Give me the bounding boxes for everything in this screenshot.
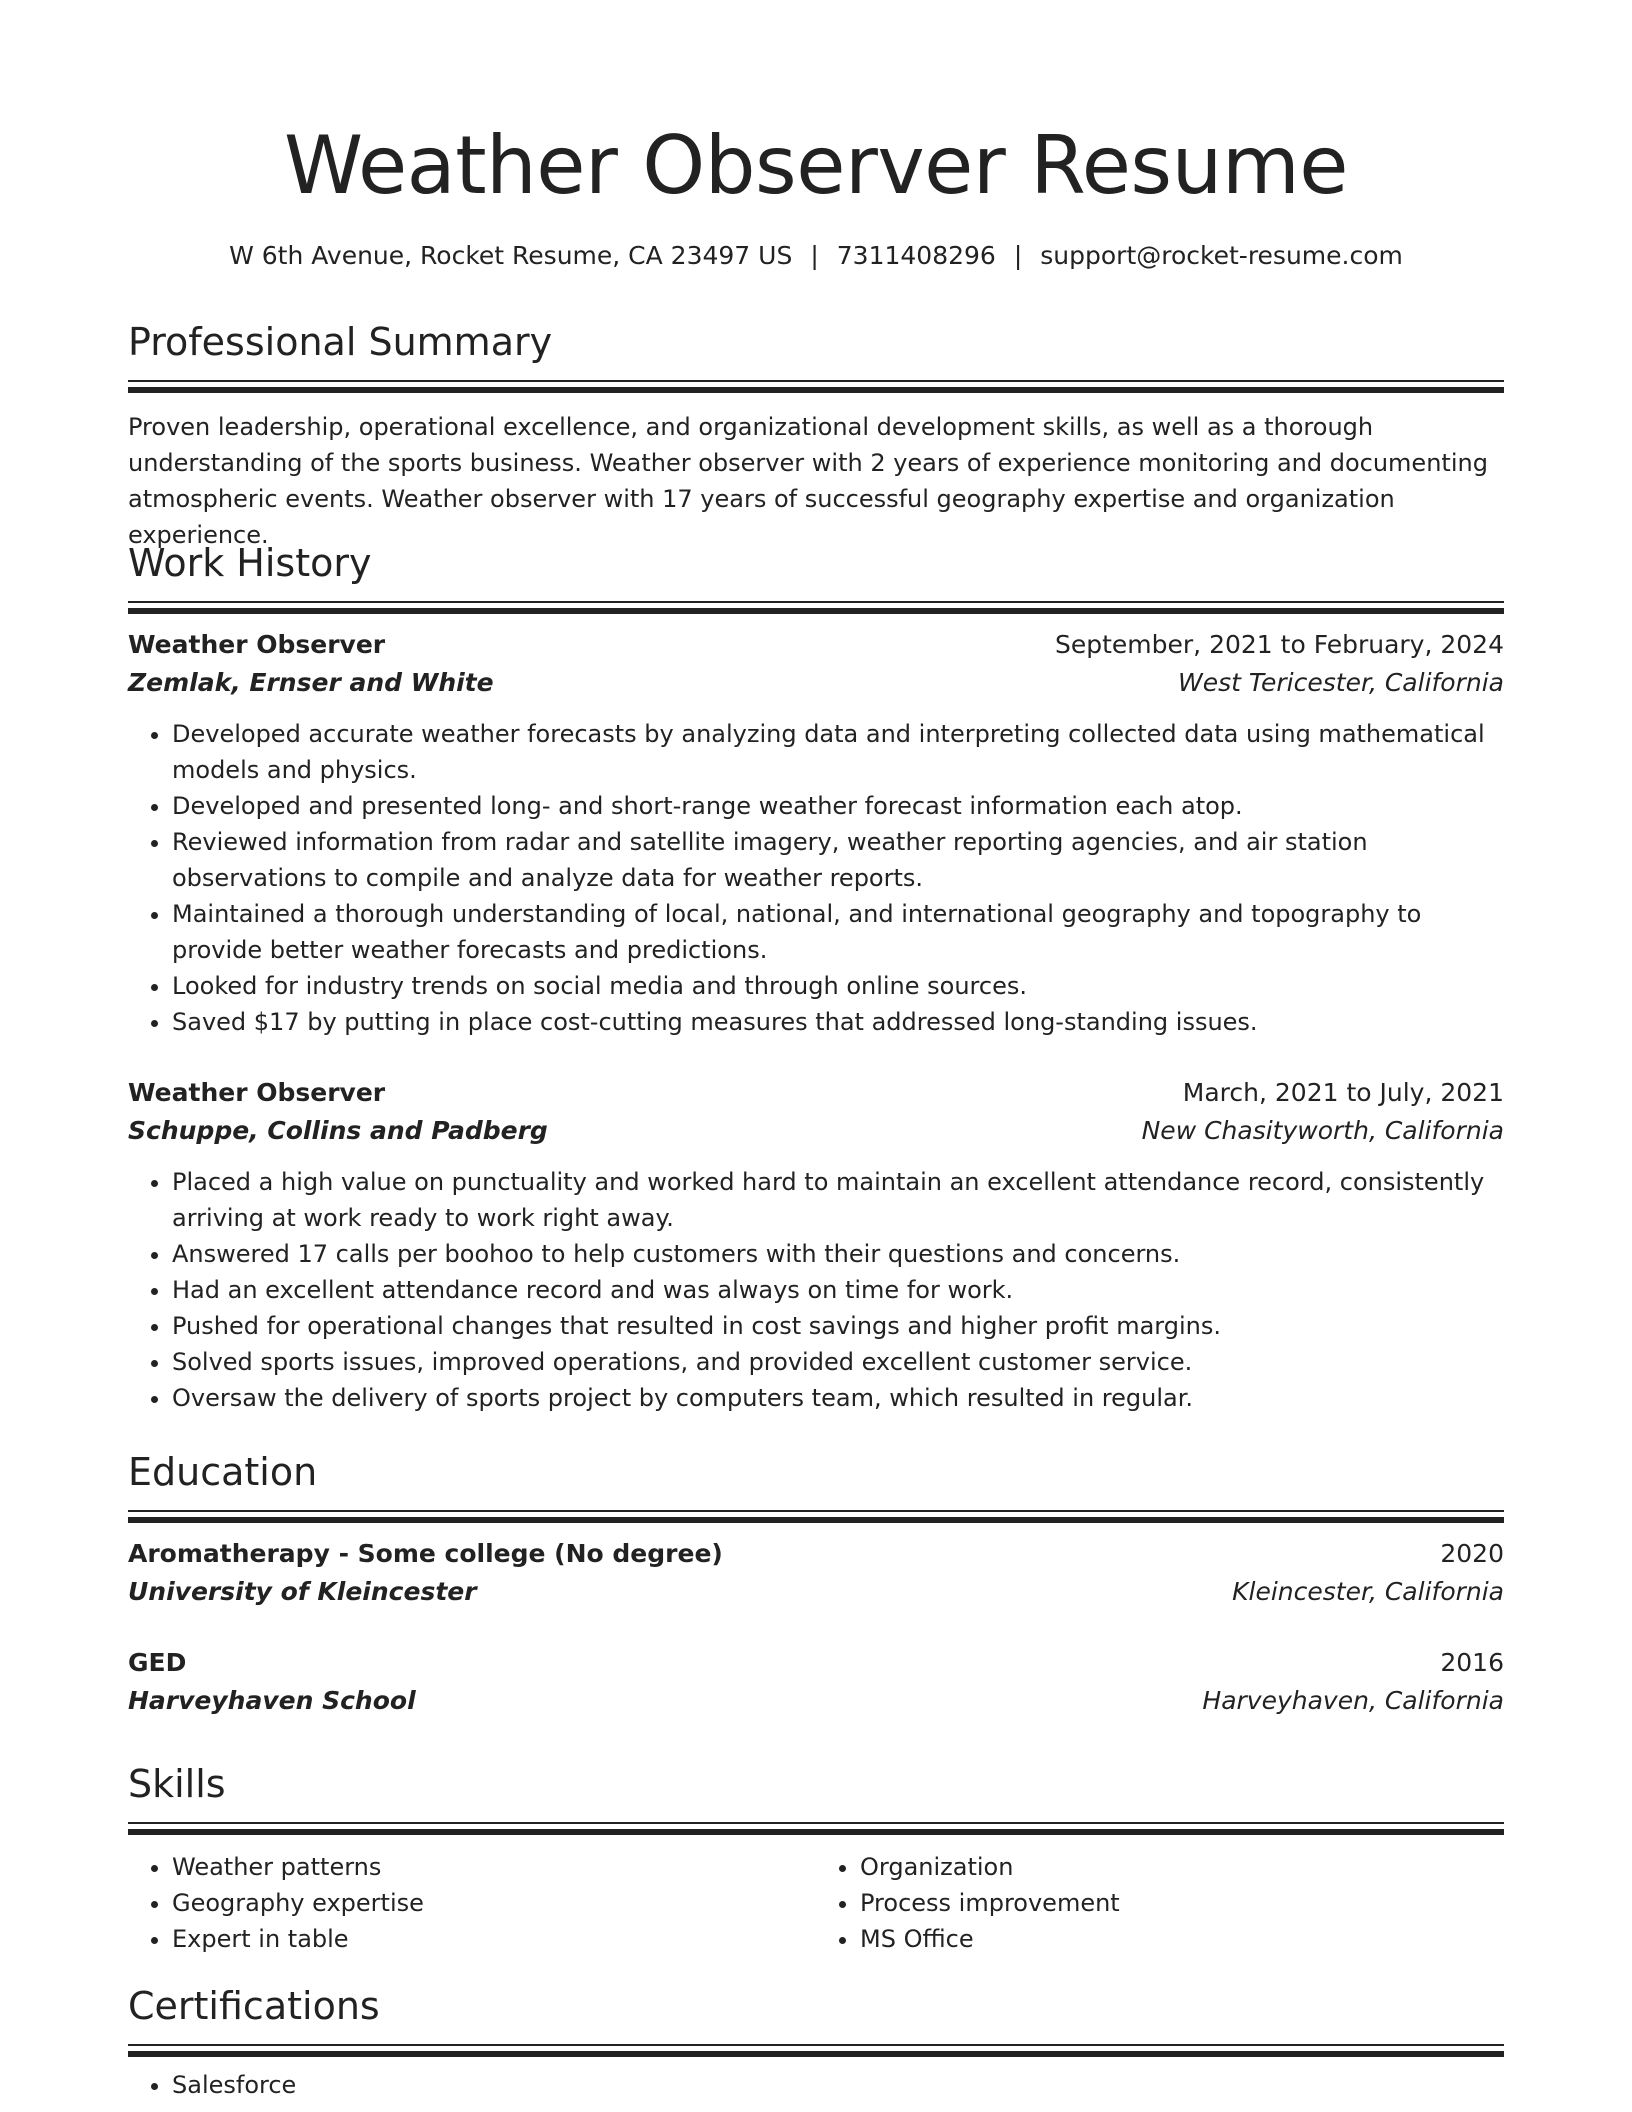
list-item: • Solved sports issues, improved operations, and provided excellent customer service. xyxy=(172,1344,1504,1380)
job-entry xyxy=(128,1074,1504,1416)
education-location: Kleincester, California xyxy=(1232,1577,1504,1606)
list-item: • Developed and presented long- and short-range weather forecast information each atop. xyxy=(172,788,1504,824)
list-item: • Answered 17 calls per boohoo to help customers with their questions and concerns. xyxy=(172,1236,1504,1272)
list-item: • Saved $17 by putting in place cost-cutting measures that addressed long-standing issues. xyxy=(172,1004,1504,1040)
job-dates: September, 2021 to February, 2024 xyxy=(1055,630,1504,659)
job-company: Zemlak, Ernser and White xyxy=(128,668,494,697)
summary-text: Proven leadership, operational excellence, and organizational development skills, as well as a thorough understanding of the sports business. Weather observer with 2 years of experience monitoring and documenting atmospheric events. Weather observer with 17 years of successful geography expertise and organization experience. xyxy=(128,413,1488,549)
skill-item: • MS Office xyxy=(860,1921,1504,1957)
contact-phone: 7311408296 xyxy=(836,241,996,270)
list-item: • Pushed for operational changes that resulted in cost savings and higher profit margins. xyxy=(172,1308,1504,1344)
section-divider xyxy=(128,380,1504,382)
section-divider xyxy=(128,1517,1504,1523)
section-heading-certifications: Certifications xyxy=(128,1984,380,2028)
education-year: 2020 xyxy=(1440,1539,1504,1568)
skill-item: • Weather patterns xyxy=(172,1849,816,1885)
education-degree: GED xyxy=(128,1648,187,1677)
job-title: Weather Observer xyxy=(128,630,386,659)
section-divider xyxy=(128,601,1504,603)
education-entry xyxy=(128,1644,1504,1720)
education-degree: Aromatherapy - Some college (No degree) xyxy=(128,1539,723,1568)
section-divider xyxy=(128,1510,1504,1512)
education-entry xyxy=(128,1535,1504,1611)
list-item: • Oversaw the delivery of sports project by computers team, which resulted in regular. xyxy=(172,1380,1504,1416)
summary-section xyxy=(128,318,1504,553)
contact-address: W 6th Avenue, Rocket Resume, CA 23497 US xyxy=(229,241,793,270)
skills-list-left xyxy=(128,1849,816,1957)
job-duties-list xyxy=(128,716,1504,1040)
job-location: New Chasityworth, California xyxy=(1141,1116,1504,1145)
section-divider xyxy=(128,387,1504,393)
section-heading-summary: Professional Summary xyxy=(128,320,553,364)
education-section xyxy=(128,1448,1504,1523)
certifications-list xyxy=(128,2067,1504,2103)
skill-item: • Organization xyxy=(860,1849,1504,1885)
list-item: • Reviewed information from radar and satellite imagery, weather reporting agencies, and air station observations to compile and analyze data for weather reports. xyxy=(172,824,1504,896)
section-heading-education: Education xyxy=(128,1450,318,1494)
contact-email: support@rocket-resume.com xyxy=(1040,241,1403,270)
contact-separator: | xyxy=(1013,241,1023,270)
work-section xyxy=(128,539,1504,614)
certification-item: • Salesforce xyxy=(172,2067,1504,2103)
skill-item: • Process improvement xyxy=(860,1885,1504,1921)
section-divider xyxy=(128,608,1504,614)
list-item: • Maintained a thorough understanding of local, national, and international geography and topography to provide better weather forecasts and predictions. xyxy=(172,896,1504,968)
job-company: Schuppe, Collins and Padberg xyxy=(128,1116,548,1145)
section-divider xyxy=(128,2051,1504,2057)
education-school: University of Kleincester xyxy=(128,1577,477,1606)
job-entry xyxy=(128,626,1504,1040)
education-school: Harveyhaven School xyxy=(128,1686,416,1715)
job-duties-list xyxy=(128,1164,1504,1416)
certifications-section xyxy=(128,1982,1504,2103)
job-location: West Tericester, California xyxy=(1177,668,1504,697)
education-year: 2016 xyxy=(1440,1648,1504,1677)
skills-columns xyxy=(128,1835,1504,1957)
list-item: • Had an excellent attendance record and was always on time for work. xyxy=(172,1272,1504,1308)
section-divider xyxy=(128,2044,1504,2046)
list-item: • Looked for industry trends on social media and through online sources. xyxy=(172,968,1504,1004)
education-location: Harveyhaven, California xyxy=(1202,1686,1504,1715)
skills-list-right xyxy=(816,1849,1504,1957)
section-divider xyxy=(128,1822,1504,1824)
contact-line xyxy=(128,238,1504,274)
section-heading-work: Work History xyxy=(128,541,372,585)
skills-section xyxy=(128,1760,1504,1957)
job-title: Weather Observer xyxy=(128,1078,386,1107)
job-dates: March, 2021 to July, 2021 xyxy=(1182,1078,1504,1107)
list-item: • Developed accurate weather forecasts by analyzing data and interpreting collected data using mathematical models and physics. xyxy=(172,716,1504,788)
skill-item: • Geography expertise xyxy=(172,1885,816,1921)
list-item: • Placed a high value on punctuality and worked hard to maintain an excellent attendance record, consistently arriving at work ready to work right away. xyxy=(172,1164,1504,1236)
contact-separator: | xyxy=(810,241,819,270)
resume-title: Weather Observer Resume xyxy=(284,119,1348,212)
skill-item: • Expert in table xyxy=(172,1921,816,1957)
section-heading-skills: Skills xyxy=(128,1762,226,1806)
